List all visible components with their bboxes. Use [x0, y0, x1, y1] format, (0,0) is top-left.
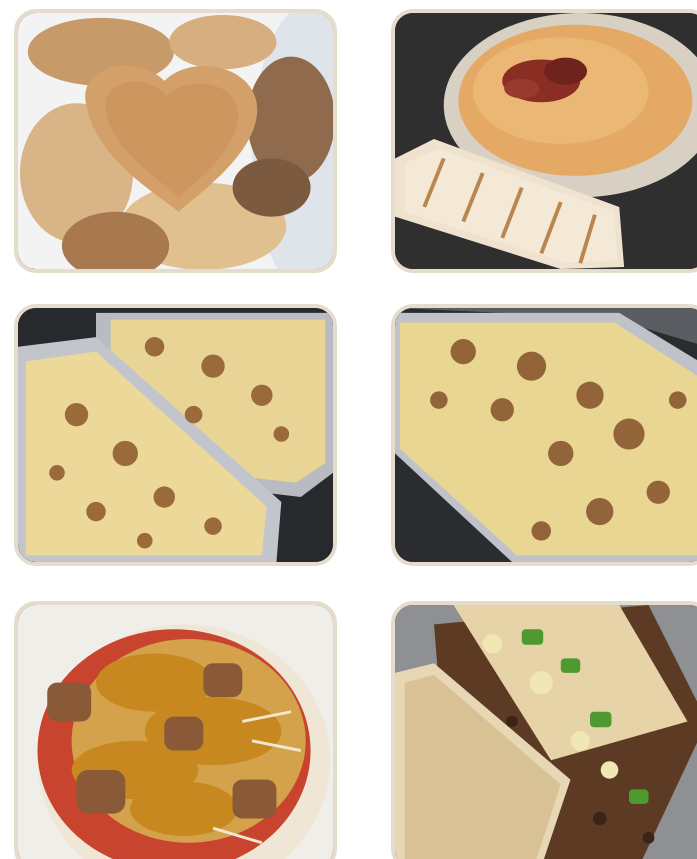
- pancakes-image: [18, 13, 333, 269]
- photo-mash-closeup[interactable]: [391, 304, 697, 566]
- baked-dish-image: [395, 13, 697, 269]
- mash-closeup-image: [395, 308, 697, 562]
- tacos-image: [395, 605, 697, 859]
- photo-pancakes[interactable]: [14, 9, 337, 273]
- photo-mash-trays[interactable]: [14, 304, 337, 566]
- rice-tortilla-image: [18, 605, 333, 859]
- mash-trays-image: [18, 308, 333, 562]
- photo-tacos[interactable]: [391, 601, 697, 859]
- photo-baked-dish[interactable]: [391, 9, 697, 273]
- photo-rice-tortilla[interactable]: [14, 601, 337, 859]
